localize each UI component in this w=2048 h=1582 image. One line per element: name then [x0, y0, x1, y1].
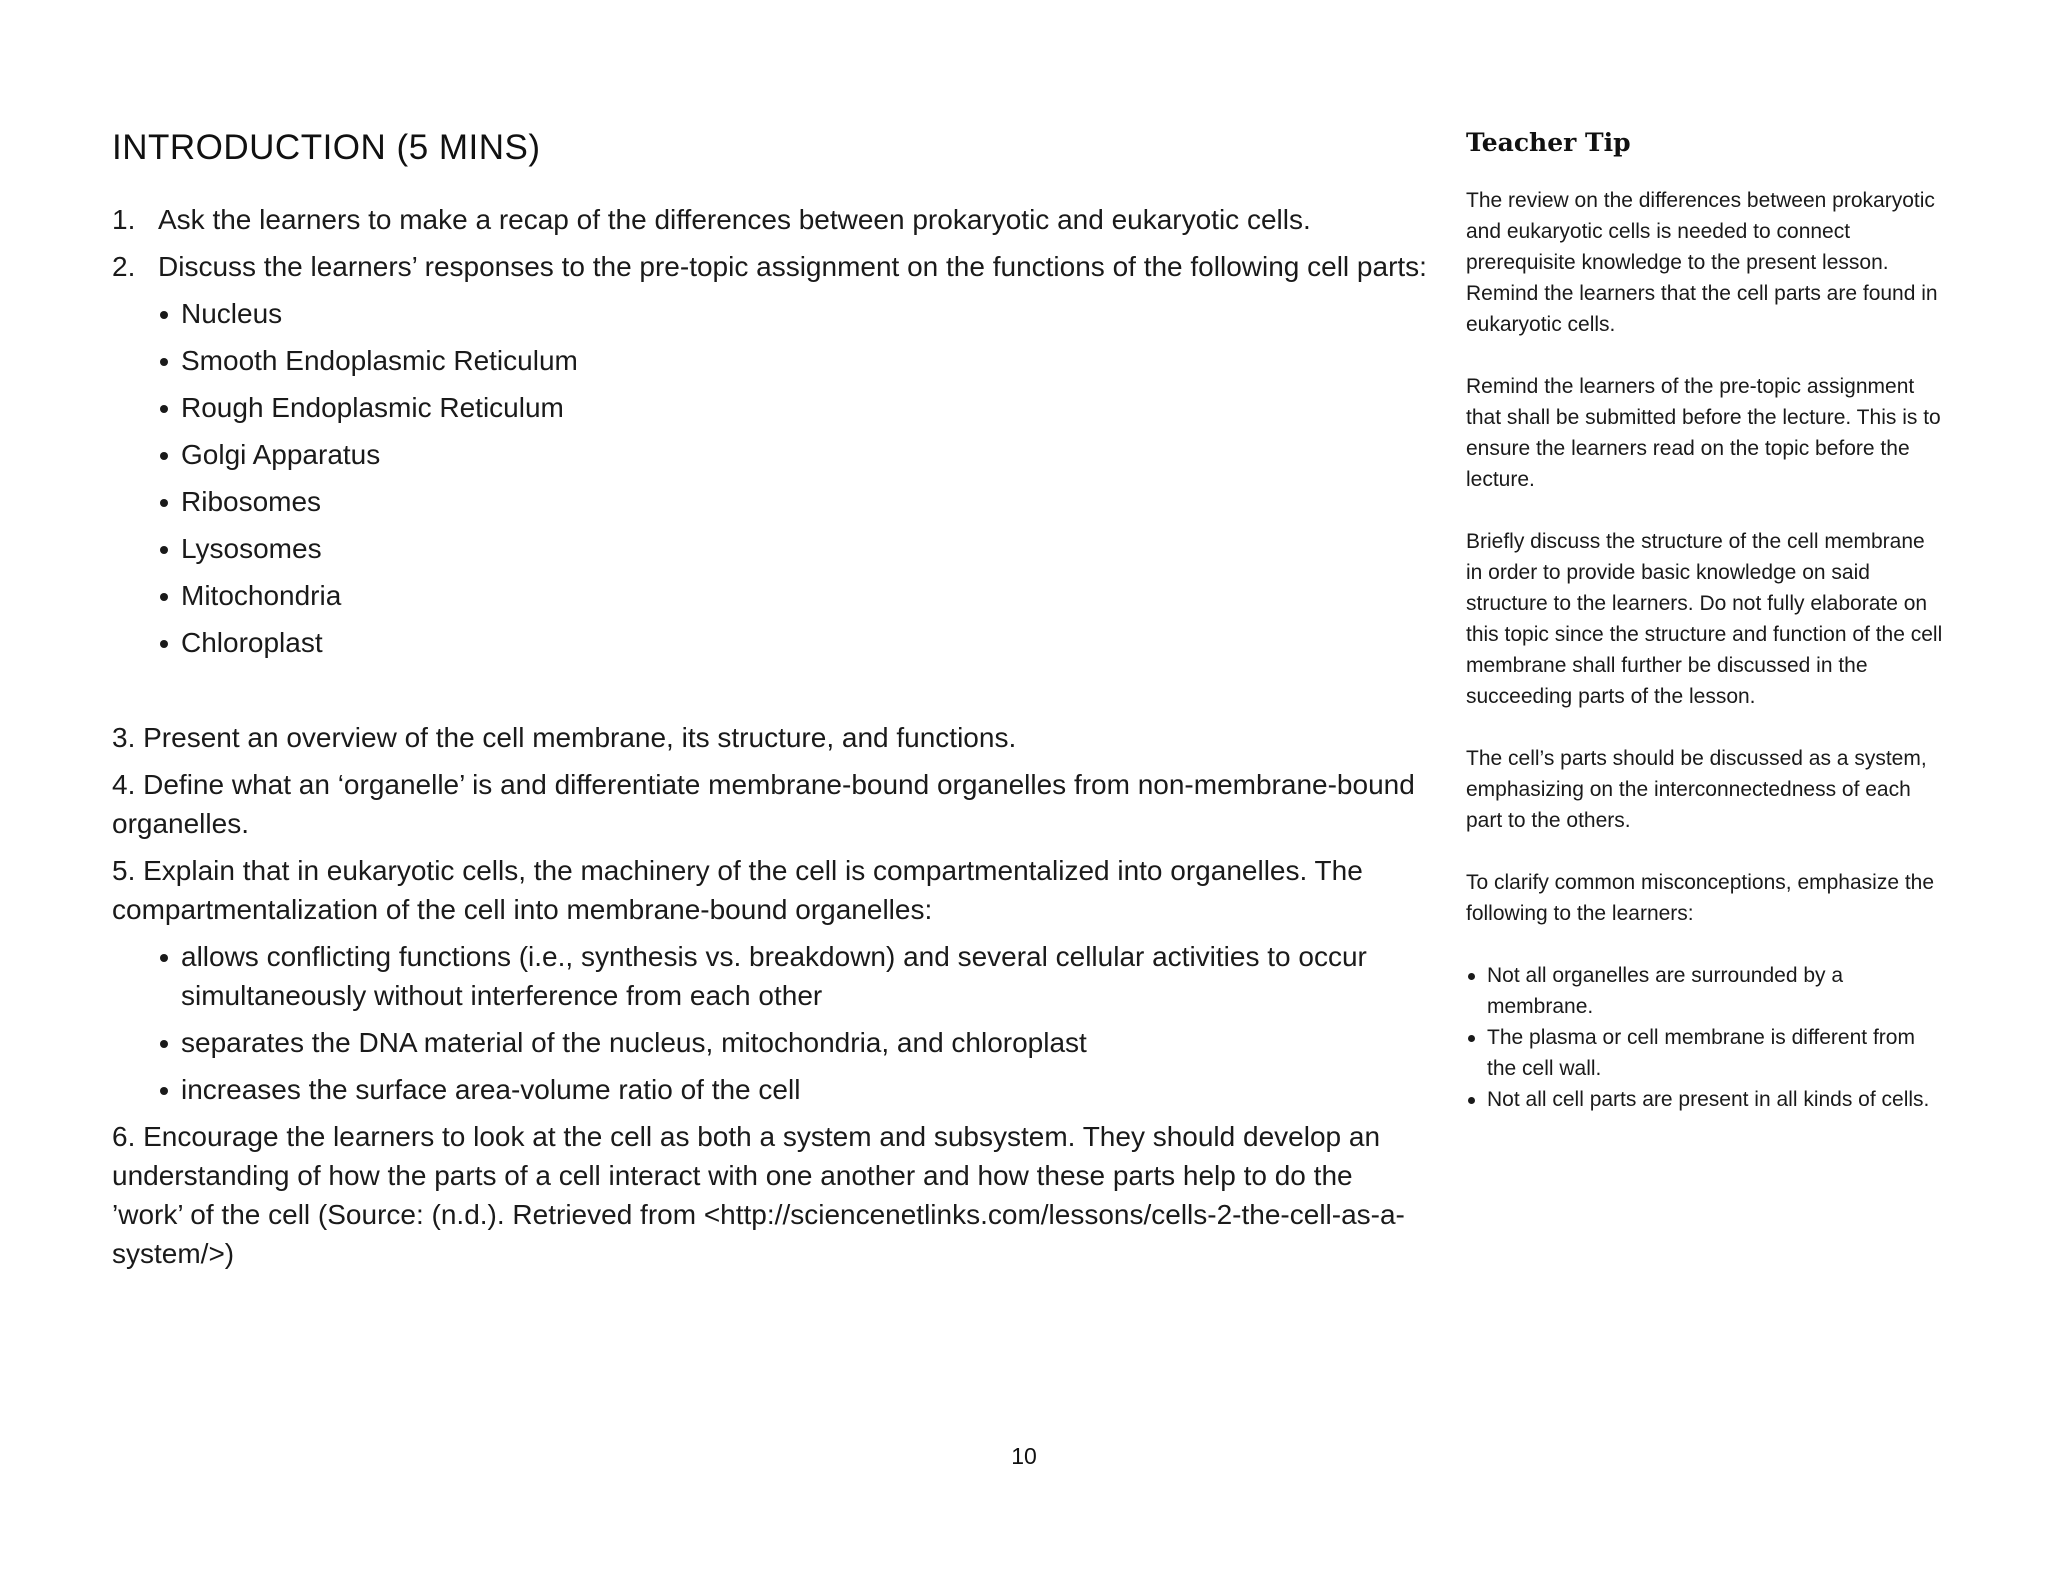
list-item: allows conflicting functions (i.e., synthesis vs. breakdown) and several cellular activities to occur simultaneously without interference from each other	[160, 937, 1428, 1015]
tip-paragraph: Remind the learners of the pre-topic assignment that shall be submitted before the lecture. This is to ensure the learners read on the topic before the lecture.	[1466, 375, 1941, 491]
page-number: 10	[1011, 1443, 1037, 1469]
step-1	[112, 200, 1428, 239]
compartment-points-list	[112, 937, 1428, 1109]
teacher-tip-sidebar	[1466, 128, 1946, 1115]
tip-paragraph: The review on the differences between prokaryotic and eukaryotic cells is needed to connect prerequisite knowledge to the present lesson. Remind the learners that the cell parts are found in eukaryotic cells.	[1466, 189, 1938, 336]
list-item: Lysosomes	[160, 529, 1428, 568]
list-item: separates the DNA material of the nucleus, mitochondria, and chloroplast	[160, 1023, 1428, 1062]
tip-paragraph: Briefly discuss the structure of the cell membrane in order to provide basic knowledge on said structure to the learners. Do not fully elaborate on this topic since the structure and function of the cell membrane shall further be discussed in the succeeding parts of the lesson.	[1466, 530, 1943, 708]
section-heading: INTRODUCTION (5 MINS)	[112, 128, 541, 167]
main-content	[112, 128, 1428, 1281]
list-item: Not all cell parts are present in all kinds of cells.	[1466, 1084, 1946, 1115]
step-number: 2.	[112, 251, 136, 282]
step-6: 6. Encourage the learners to look at the cell as both a system and subsystem. They should develop an understanding of how the parts of a cell interact with one another and how these parts help to do the ’work’ of the cell (Source: (n.d.). Retrieved from <http://sciencenetlinks.com/lessons/cells-2-the-cell-as-a-system/>)	[112, 1121, 1405, 1269]
list-item: Nucleus	[160, 294, 1428, 333]
tip-paragraph: The cell’s parts should be discussed as a system, emphasizing on the interconnectedness of each part to the others.	[1466, 747, 1927, 832]
list-item: The plasma or cell membrane is different from the cell wall.	[1466, 1022, 1946, 1084]
step-2	[112, 247, 1428, 662]
numbered-steps	[112, 200, 1428, 662]
teacher-tip-body	[1466, 185, 1946, 1115]
teacher-tip-title: Teacher Tip	[1466, 128, 1631, 157]
spacer	[112, 670, 1428, 718]
list-item: Golgi Apparatus	[160, 435, 1428, 474]
list-item: Ribosomes	[160, 482, 1428, 521]
list-item: Rough Endoplasmic Reticulum	[160, 388, 1428, 427]
step-text: Ask the learners to make a recap of the differences between prokaryotic and eukaryotic cells.	[158, 204, 1311, 235]
list-item: Mitochondria	[160, 576, 1428, 615]
tip-paragraph: To clarify common misconceptions, emphasize the following to the learners:	[1466, 871, 1935, 925]
instructions-body	[112, 200, 1428, 1273]
list-item: Not all organelles are surrounded by a membrane.	[1466, 960, 1946, 1022]
step-5: 5. Explain that in eukaryotic cells, the machinery of the cell is compartmentalized into organelles. The compartmentalization of the cell into membrane-bound organelles:	[112, 855, 1363, 925]
step-number: 1.	[112, 204, 136, 235]
step-4: 4. Define what an ‘organelle’ is and differentiate membrane-bound organelles from non-membrane-bound organelles.	[112, 769, 1415, 839]
cell-parts-list	[112, 294, 1428, 662]
list-item: Chloroplast	[160, 623, 1428, 662]
step-text: Discuss the learners’ responses to the pre-topic assignment on the functions of the following cell parts:	[158, 251, 1427, 282]
list-item: increases the surface area-volume ratio of the cell	[160, 1070, 1428, 1109]
misconceptions-list	[1466, 960, 1946, 1115]
step-3: 3. Present an overview of the cell membrane, its structure, and functions.	[112, 722, 1017, 753]
list-item: Smooth Endoplasmic Reticulum	[160, 341, 1428, 380]
